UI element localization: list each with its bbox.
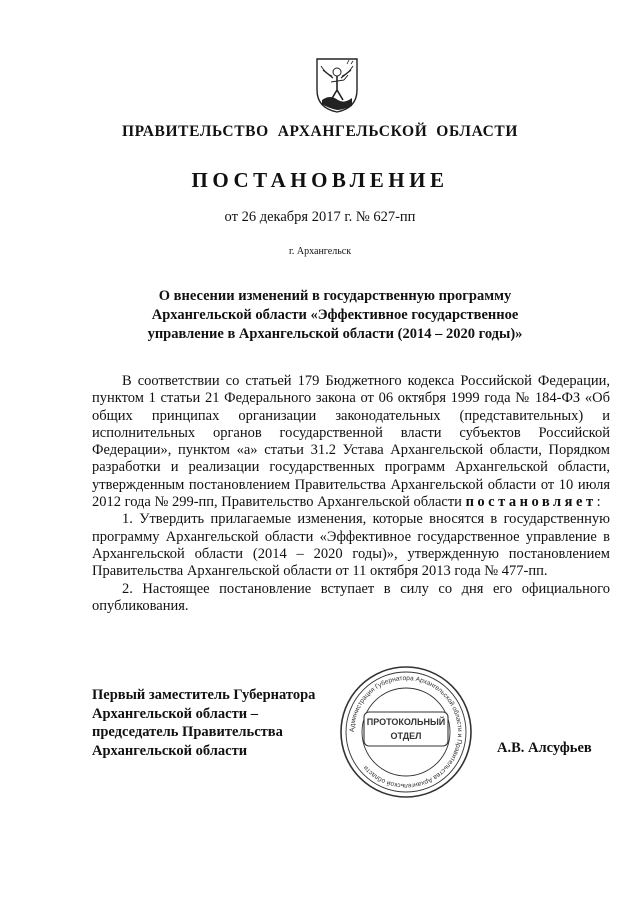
government-title: ПРАВИТЕЛЬСТВО АРХАНГЕЛЬСКОЙ ОБЛАСТИ — [122, 123, 518, 140]
body-item-1: 1. Утвердить прилагаемые изменения, которые вносятся в государственную программу Архангельской области «Эффективное государственное управление в Архангельской области (2014 – 2020 годы)», утвержденную постановлением Правительства Архангельской области от 11 октября 2013 года № 477-пп. — [92, 511, 610, 580]
signer-title-line: Архангельской области – — [92, 705, 258, 722]
signer-title-line: Первый заместитель Губернатора — [92, 687, 316, 703]
stamp-center-line1: ПРОТОКОЛЬНЫЙ — [366, 717, 446, 727]
signer-title-line: Архангельской области — [92, 742, 248, 759]
decree-colon: : — [596, 494, 601, 511]
signer-title — [92, 686, 352, 760]
document-type: ПОСТАНОВЛЕНИЕ — [191, 168, 449, 192]
body-intro-paragraph — [92, 373, 610, 511]
body-item-2: 2. Настоящее постановление вступает в силу со дня его официального опубликования. — [92, 580, 610, 614]
stamp-center-line2: ОТДЕЛ — [390, 731, 422, 741]
stamp-ring-text: Администрация Губернатора Архангельской области и Правительства Архангельской области — [348, 674, 464, 790]
document-subject: О внесении изменений в государственную программу Архангельской области «Эффективное государственное управление в Архангельской области (2014 – 2020 годы)» — [147, 288, 523, 342]
decree-word: постановляет — [465, 494, 597, 511]
intro-text: В соответствии со статьей 179 Бюджетного кодекса Российской Федерации, пунктом 1 статьи 21 Федерального закона от 06 октября 1999 года № 184-ФЗ «Об общих принципах организации законодательных (представительных) и исполнительных органов государственной власти субъектов Российской Федерации», пунктом «а» статьи 31.2 Устава Архангельской области, Порядком разработки и реализации государственных программ Архангельской области, утвержденным постановлением Правительства Архангельской области от 10 июля 2012 года № 299-пп, Правительство Архангельской области — [92, 373, 610, 511]
arkhangelsk-coat-of-arms-icon — [314, 56, 360, 114]
document-body — [92, 373, 610, 615]
signer-title-line: председатель Правительства — [92, 724, 283, 740]
signer-name: А.В. Алсуфьев — [497, 740, 592, 756]
document-city: г. Архангельск — [288, 246, 352, 257]
document-date-number: от 26 декабря 2017 г. № 627-пп — [224, 209, 416, 225]
official-stamp — [338, 664, 474, 800]
